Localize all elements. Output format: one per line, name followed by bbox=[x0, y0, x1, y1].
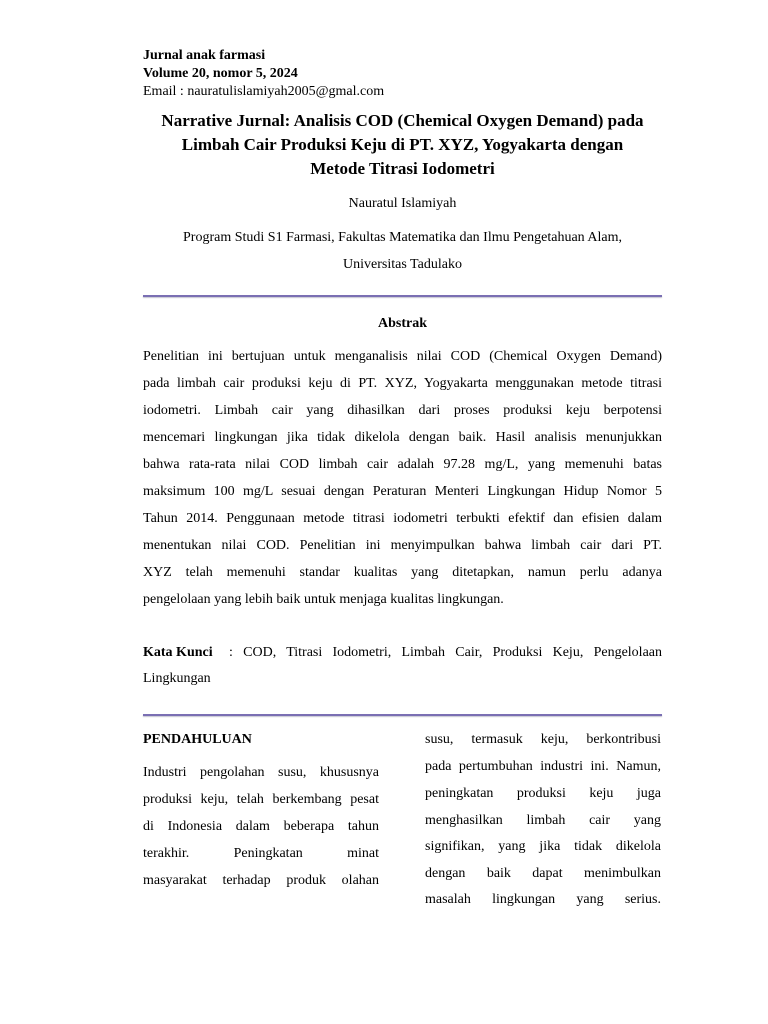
abstract-line: XYZ telah memenuhi standar kualitas yang ditetapkan, namun perlu adanya bbox=[143, 565, 662, 580]
affiliation-line-2: Universitas Tadulako bbox=[343, 257, 462, 272]
keywords-list: : COD, Titrasi Iodometri, Limbah Cair, Produksi Keju, Pengelolaan bbox=[229, 645, 662, 660]
keywords-label bbox=[143, 645, 213, 661]
abstract-line: Penelitian ini bertujuan untuk menganalisis nilai COD (Chemical Oxygen Demand) bbox=[143, 349, 662, 364]
intro-line: susu, termasuk keju, berkontribusi bbox=[425, 732, 661, 747]
abstract-heading: Abstrak bbox=[377, 316, 427, 331]
intro-line: produksi keju, telah berkembang pesat bbox=[143, 792, 379, 807]
abstract-line: iodometri. Limbah cair yang dihasilkan dari proses produksi keju berpotensi bbox=[143, 403, 662, 418]
journal-email: Email : nauratulislamiyah2005@gmal.com bbox=[143, 84, 385, 99]
abstract-line: Tahun 2014. Penggunaan metode titrasi iodometri terbukti efektif dan efisien dalam bbox=[143, 511, 662, 526]
intro-line: pada pertumbuhan industri ini. Namun, bbox=[425, 759, 661, 774]
affiliation-line-1: Program Studi S1 Farmasi, Fakultas Matematika dan Ilmu Pengetahuan Alam, bbox=[183, 230, 622, 245]
abstract-line: maksimum 100 mg/L sesuai dengan Peraturan Menteri Lingkungan Hidup Nomor 5 bbox=[143, 484, 662, 499]
author-name: Nauratul Islamiyah bbox=[348, 196, 457, 211]
paper-title-line-3: Metode Titrasi Iodometri bbox=[310, 159, 495, 178]
intro-line: Industri pengolahan susu, khususnya bbox=[143, 765, 379, 780]
abstract-line: pada limbah cair produksi keju di PT. XYZ, Yogyakarta menggunakan metode titrasi bbox=[143, 376, 662, 391]
intro-line: masyarakat terhadap produk olahan bbox=[143, 873, 379, 888]
intro-line: signifikan, yang jika tidak dikelola bbox=[425, 839, 661, 854]
intro-line: menghasilkan limbah cair yang bbox=[425, 813, 661, 828]
journal-name: Jurnal anak farmasi bbox=[143, 48, 266, 63]
intro-line: peningkatan produksi keju juga bbox=[425, 786, 661, 801]
abstract-line: bahwa rata-rata nilai COD limbah cair adalah 97.28 mg/L, yang memenuhi batas bbox=[143, 457, 662, 472]
paper-title-line-1: Narrative Jurnal: Analisis COD (Chemical Oxygen Demand) pada bbox=[161, 111, 644, 130]
section-heading-pendahuluan: PENDAHULUAN bbox=[143, 732, 252, 747]
intro-line: dengan baik dapat menimbulkan bbox=[425, 866, 661, 881]
journal-volume: Volume 20, nomor 5, 2024 bbox=[143, 66, 298, 81]
paper-title-line-2: Limbah Cair Produksi Keju di PT. XYZ, Yogyakarta dengan bbox=[181, 135, 624, 154]
intro-line: masalah lingkungan yang serius. bbox=[425, 892, 661, 907]
abstract-line: mencemari lingkungan jika tidak dikelola dengan baik. Hasil analisis menunjukkan bbox=[143, 430, 662, 445]
abstract-line: menentukan nilai COD. Penelitian ini menyimpulkan bahwa limbah cair dari PT. bbox=[143, 538, 662, 553]
divider-bottom bbox=[143, 714, 662, 716]
intro-line: terakhir. Peningkatan minat bbox=[143, 846, 379, 861]
keywords-label-text: Kata Kunci bbox=[143, 645, 213, 660]
divider-top bbox=[143, 295, 662, 297]
intro-line: di Indonesia dalam beberapa tahun bbox=[143, 819, 379, 834]
abstract-line: pengelolaan yang lebih baik untuk menjaga kualitas lingkungan. bbox=[143, 592, 504, 607]
keywords-list-continued: Lingkungan bbox=[143, 671, 211, 686]
